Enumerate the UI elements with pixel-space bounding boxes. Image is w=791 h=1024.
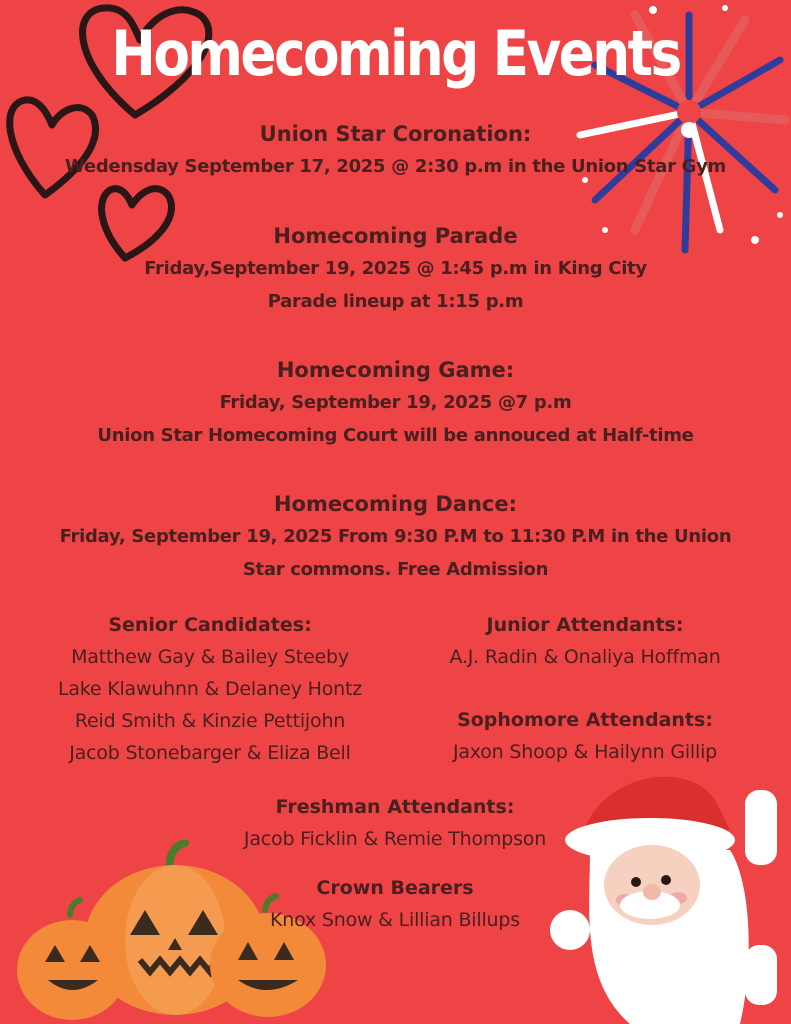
senior-heading: Senior Candidates: xyxy=(108,614,312,636)
event-line: Union Star Homecoming Court will be annouced at Half-time xyxy=(97,425,694,446)
event-game xyxy=(0,354,791,452)
junior-name: A.J. Radin & Onaliya Hoffman xyxy=(449,646,721,668)
event-line: Parade lineup at 1:15 p.m xyxy=(267,291,524,312)
freshman-attendants xyxy=(190,791,600,855)
sophomore-attendants xyxy=(400,704,770,768)
junior-attendants xyxy=(400,609,770,673)
event-coronation xyxy=(0,118,791,183)
crown-name: Knox Snow & Lillian Billups xyxy=(270,909,520,931)
senior-candidates xyxy=(10,609,410,769)
event-line: Friday,September 19, 2025 @ 1:45 p.m in King City xyxy=(144,258,647,279)
crown-bearers xyxy=(190,872,600,936)
senior-name: Matthew Gay & Bailey Steeby xyxy=(71,646,349,668)
page-title: Homecoming Events xyxy=(111,17,680,90)
senior-name: Reid Smith & Kinzie Pettijohn xyxy=(74,710,346,732)
event-dance xyxy=(0,488,791,586)
freshman-name: Jacob Ficklin & Remie Thompson xyxy=(243,828,547,850)
event-heading: Homecoming Game: xyxy=(276,358,515,382)
event-line: Star commons. Free Admission xyxy=(242,559,549,580)
freshman-heading: Freshman Attendants: xyxy=(275,796,515,818)
crown-heading: Crown Bearers xyxy=(316,877,474,899)
sophomore-heading: Sophomore Attendants: xyxy=(457,709,713,731)
sophomore-name: Jaxon Shoop & Hailynn Gillip xyxy=(452,741,718,763)
event-parade xyxy=(0,220,791,318)
event-line: Friday, September 19, 2025 From 9:30 P.M to 11:30 P.M in the Union xyxy=(59,526,732,547)
event-line: Wedensday September 17, 2025 @ 2:30 p.m in the Union Star Gym xyxy=(65,156,726,177)
event-line: Friday, September 19, 2025 @7 p.m xyxy=(219,392,572,413)
event-heading: Union Star Coronation: xyxy=(259,122,532,146)
senior-name: Lake Klawuhnn & Delaney Hontz xyxy=(57,678,363,700)
junior-heading: Junior Attendants: xyxy=(486,614,684,636)
event-heading: Homecoming Parade xyxy=(273,224,518,248)
senior-name: Jacob Stonebarger & Eliza Bell xyxy=(69,742,351,764)
event-heading: Homecoming Dance: xyxy=(273,492,518,516)
